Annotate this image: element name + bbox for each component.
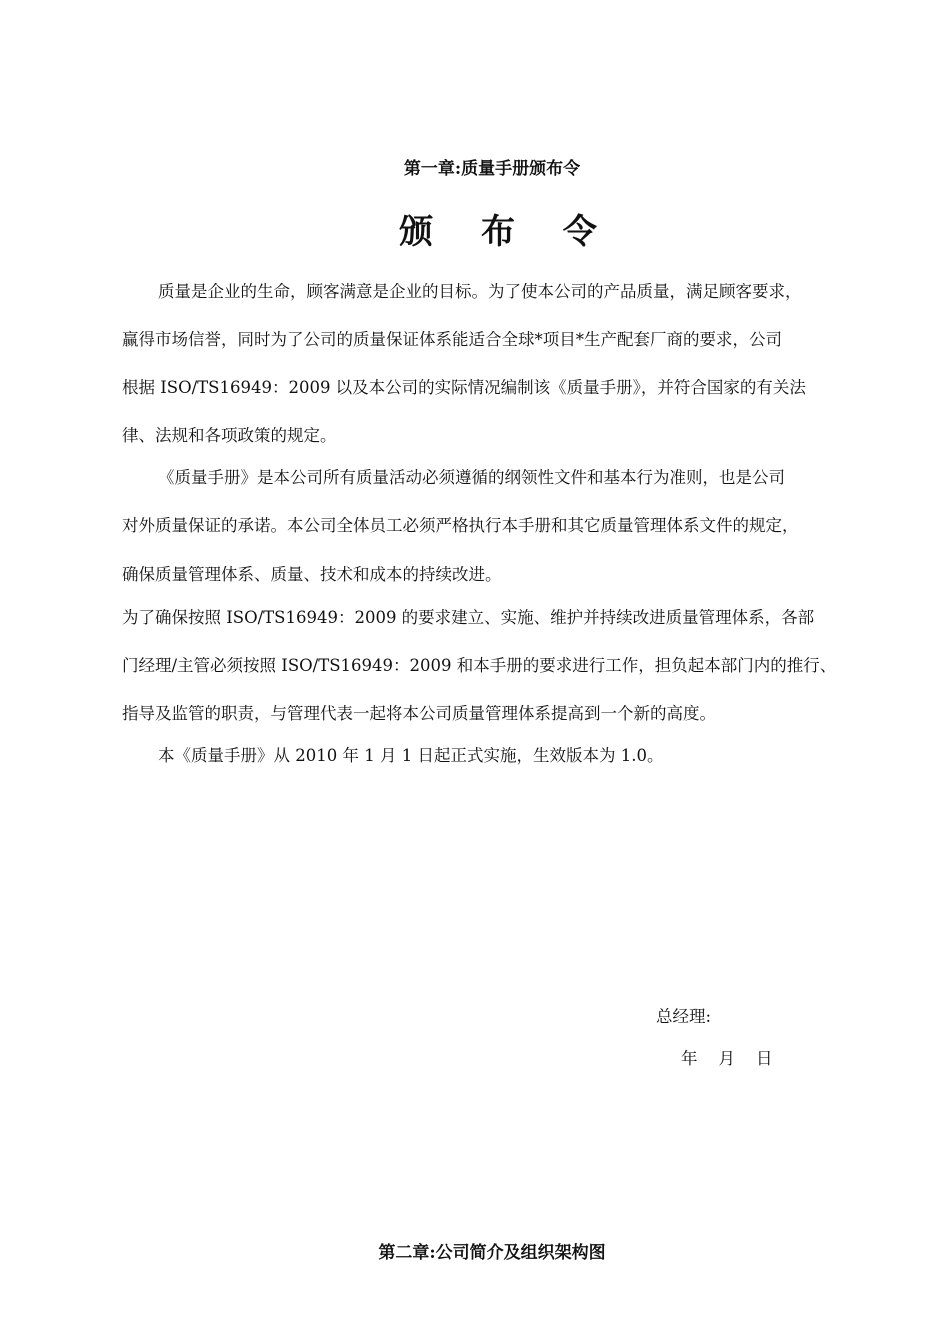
chapter-2-heading: 第二章:公司简介及组织架构图 bbox=[378, 1243, 606, 1263]
body-line: 质量是企业的生命，顾客满意是企业的目标。为了使本公司的产品质量，满足顾客要求， bbox=[158, 282, 802, 301]
body-line: 对外质量保证的承诺。本公司全体员工必须严格执行本手册和其它质量管理体系文件的规定， bbox=[122, 516, 799, 535]
chapter-1-heading: 第一章:质量手册颁布令 bbox=[403, 159, 581, 179]
body-line: 本《质量手册》从 2010 年 1 月 1 日起正式实施，生效版本为 1.0。 bbox=[158, 746, 664, 765]
signature-date: 年 月 日 bbox=[681, 1049, 773, 1068]
body-line: 根据 ISO/TS16949：2009 以及本公司的实际情况编制该《质量手册》，并符合国家的有关法 bbox=[122, 378, 806, 397]
body-line: 赢得市场信誉，同时为了公司的质量保证体系能适合全球*项目*生产配套厂商的要求，公司 bbox=[122, 330, 782, 349]
body-line: 《质量手册》是本公司所有质量活动必须遵循的纲领性文件和基本行为准则，也是公司 bbox=[158, 468, 785, 487]
body-line: 为了确保按照 ISO/TS16949：2009 的要求建立、实施、维护并持续改进质量管理体系，各部 bbox=[122, 608, 815, 627]
body-line: 律、法规和各项政策的规定。 bbox=[122, 426, 337, 445]
body-line: 门经理/主管必须按照 ISO/TS16949：2009 和本手册的要求进行工作，担负起本部门内的推行、 bbox=[122, 656, 837, 675]
signature-label: 总经理: bbox=[656, 1007, 712, 1026]
body-line: 确保质量管理体系、质量、技术和成本的持续改进。 bbox=[122, 565, 502, 584]
body-line: 指导及监管的职责，与管理代表一起将本公司质量管理体系提高到一个新的高度。 bbox=[122, 704, 716, 723]
document-title: 颁 布 令 bbox=[399, 212, 615, 252]
